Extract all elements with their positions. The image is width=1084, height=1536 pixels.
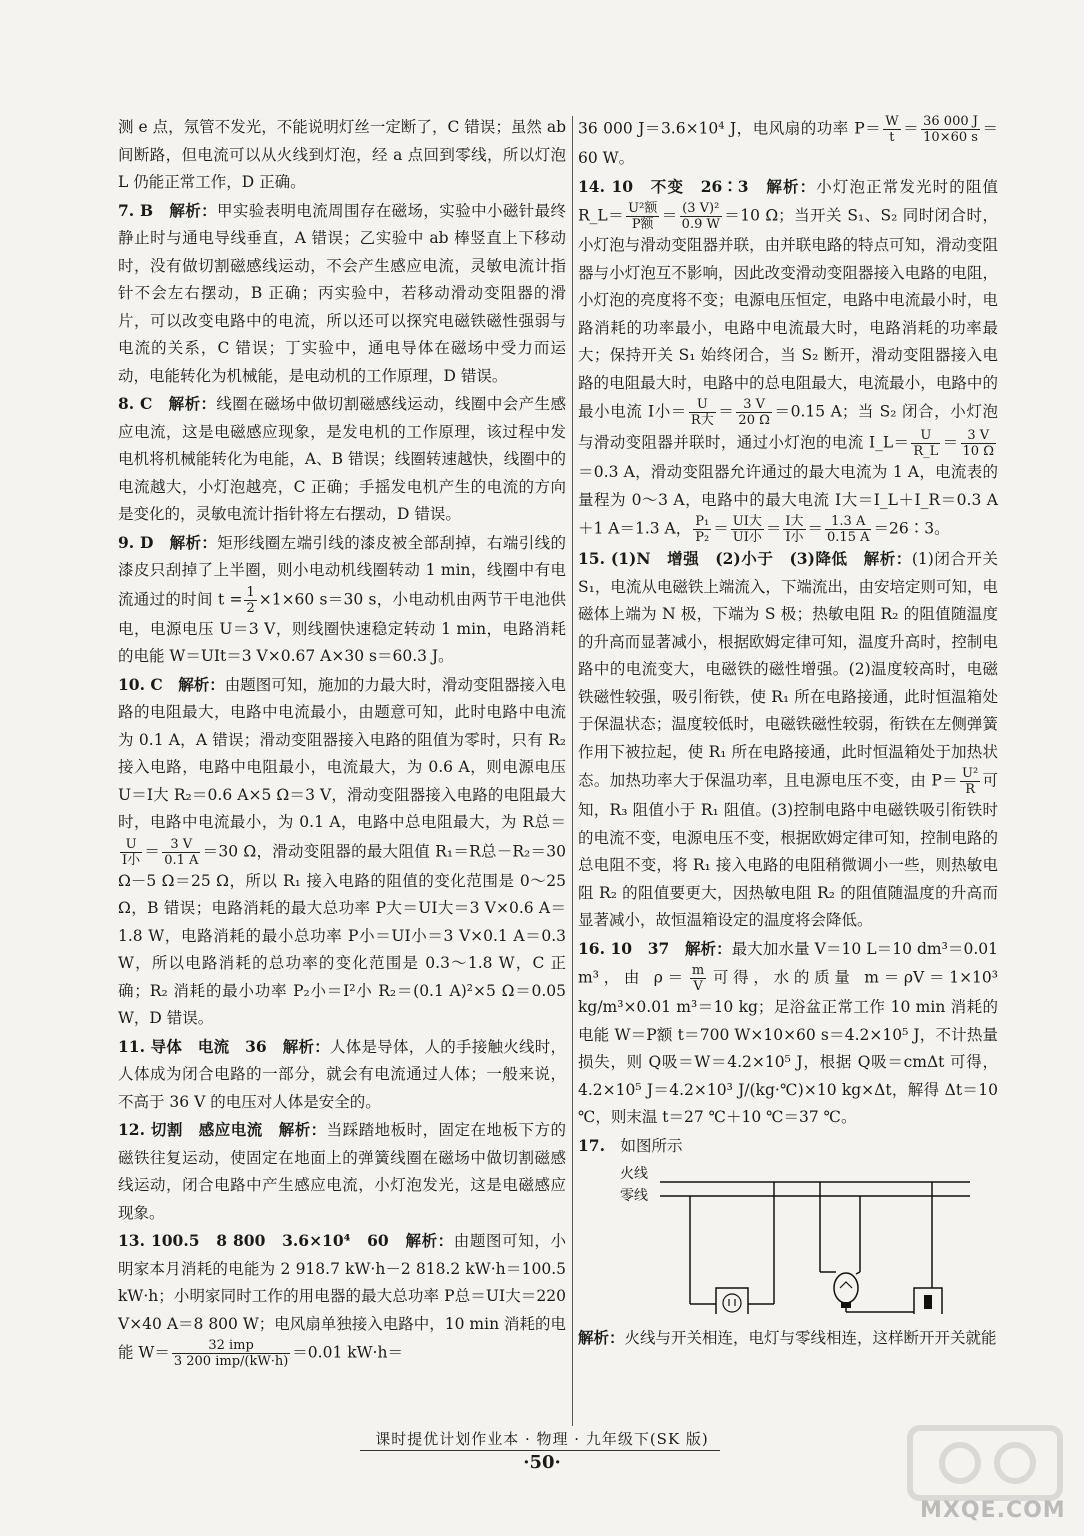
answer-13-continued: 36 000 J＝3.6×10⁴ J，电风扇的功率 P＝ $\frac{W}{t}$ ＝ $\frac{36 000 J}{10\times 60 s}$ ＝60 W。 [578,114,998,167]
answer-17: 17. 如图所示 [578,1135,683,1155]
answer-10: 10. C 解析：由题图可知，施加的力最大时，滑动变阻器接入电路的电阻最大，电路中电流最小，由题意可知，此时电路中电流为 0.1 A，A 错误；滑动变阻器接入电路的阻值为零时，只有 R₂ 接入电路，电路中电阻最小，电流最大，为 0.6 A，则电源电压 U＝I大 R₂＝0.6 A×5 Ω＝3 V，滑动变阻器接入电路的电阻最大时，电路中电流最小，为 0.1 A，电路中总电阻最大，为 R总＝ $\frac{U}{\text{I小}}$ ＝ $\frac{3 V}{0.1 A}$ ＝30 Ω，滑动变阻器的最大阻值 R₁＝R总－R₂＝30 Ω－5 Ω＝25 Ω，所以 R₁ 接入电路的阻值的变化范围是 0～25 Ω，B 错误；电路消耗的最大总功率 P大＝UI大＝3 V×0.6 A＝1.8 W，电路消耗的最小总功率 P小＝UI小＝3 V×0.1 A＝0.3 W，所以电路消耗的总功率的变化范围是 0.3～1.8 W，C 正确；R₂ 消耗的最小功率 P₂小＝I²小 R₂＝(0.1 A)²×5 Ω＝0.05 W，D 错误。 [118,674,566,1027]
footer-rule [360,1450,720,1451]
fraction: $\frac{\text{U²}}{R}$ [962,766,979,797]
watermark-text: MXQE.COM [920,1498,1066,1523]
live-wire-label: 火线 [620,1166,648,1182]
neutral-wire-label: 零线 [620,1188,648,1204]
answer-16: 16. 10 37 解析：最大加水量 V＝10 L＝10 dm³＝0.01 m³，由 ρ＝ $\frac{m}{V}$ 可得，水的质量 m＝ρV＝1×10³ kg/m³×0.01 m³＝10 kg；足浴盆正常工作 10 min 消耗的电能 W＝P额 t＝700 W×10×60 s＝4.2×10⁵ J，不计热量损失，则 Q吸＝W＝4.2×10⁵ J，根据 Q吸＝cmΔt 可得，4.2×10⁵ J＝4.2×10³ J/(kg·℃)×10 kg×Δt，解得 Δt＝10 ℃，则末温 t＝27 ℃＋10 ℃＝37 ℃。 [578,938,998,1126]
answer-8: 8. C 解析：线圈在磁场中做切割磁感线运动，线圈中会产生感应电流，这是电磁感应现象，是发电机的工作原理，该过程中发电机将机械能转化为电能，A、B 错误；线圈转速越快，线圈中的电流越大，小灯泡越亮，C 正确；手摇发电机产生的电流的方向是变化的，灵敏电流计指针将左右摆动，D 错误。 [118,394,566,523]
household-circuit-diagram [598,1164,978,1314]
socket-icon [690,1182,774,1314]
answer-17-explanation: 解析：火线与开关相连，电灯与零线相连，这样断开开关就能 [578,1327,997,1347]
fraction: $\frac{\text{U²额}}{\text{P额}}$ [628,201,658,232]
fraction: $\frac{\text{P₁}}{\text{P₂}}$ [695,514,710,545]
fraction: $\frac{\text{I大}}{\text{I小}}$ [785,514,804,545]
fraction: $\frac{36 000 J}{10\times 60 s}$ [923,114,978,145]
fraction: $\frac{1}{2}$ [246,584,255,616]
fraction: $\frac{\text{UI大}}{\text{UI小}}$ [732,514,762,545]
page-number: ·50· [523,1452,561,1473]
fraction: $\frac{U}{\text{R大}}$ [690,397,714,428]
fraction: $\frac{\text{(3 V)²}}{0.9 W}$ [681,201,720,232]
answer-11: 11. 导体 电流 36 解析：人体是导体，人的手接触火线时，人体成为闭合电路的一部分，就会有电流通过人体；一般来说，不高于 36 V 的电压对人体是安全的。 [118,1036,566,1111]
answer-9: 9. D 解析：矩形线圈左端引线的漆皮被全部刮掉，右端引线的漆皮只刮掉了上半圈，则小电动机线圈转动 1 min，线圈中有电流通过的时间 t = $\frac{1}{2}$ ×1×60 s＝30 s，小电动机由两节干电池供电，电源电压 U＝3 V，则线圈快速稳定转动 1 min，电路消耗的电能 W＝UIt＝3 V×0.67 A×30 s＝60.3 J。 [118,532,566,665]
answer-15: 15. (1)N 增强 (2)小于 (3)降低 解析：(1)闭合开关 S₁，电流从电磁铁上端流入，下端流出，由安培定则可知，电磁体上端为 N 极，下端为 S 极；热敏电阻 R₂ 的阻值随温度的升高而显著减小，根据欧姆定律可知，温度升高时，控制电路中的电流变大，电磁铁的磁性增强。(2)温度较高时，电磁铁磁性较强，吸引衔铁，使 R₁ 所在电路接通，此时恒温箱处于保温状态；温度较低时，电磁铁磁性较弱，衔铁在左侧弹簧作用下被拉起，使 R₁ 所在电路接通，此时恒温箱处于加热状态。加热功率大于保温功率，且电源电压不变，由 P＝ $\frac{\text{U²}}{R}$ 可知，R₃ 阻值小于 R₁ 阻值。(3)控制电路中电磁铁吸引衔铁时的电流不变，电源电压不变，根据欧姆定律可知，控制电路的总电阻不变，将 R₁ 接入电路的电阻稍微调小一些，则热敏电阻 R₂ 的阻值要更大，因热敏电阻 R₂ 的阻值随温度的升高而显著减小，故恒温箱设定的温度将会降低。 [578,549,998,929]
column-divider [572,116,573,1426]
fraction: $\frac{U}{R\_L}$ [913,428,939,459]
fraction: $\frac{m}{V}$ [691,963,705,994]
left-column [118,114,566,1369]
light-bulb-icon [820,1182,898,1312]
fraction: $\frac{1.3 A}{0.15 A}$ [827,514,870,545]
fraction: $\frac{W}{t}$ [885,114,899,145]
fraction: $\frac{3 V}{20 \Omega}$ [738,397,770,428]
fraction: $\frac{U}{\text{I小}}$ [122,836,141,868]
fraction: $\frac{3 V}{0.1 A}$ [164,836,199,868]
answer-14: 14. 10 不变 26∶3 解析：小灯泡正常发光时的阻值 R_L＝ $\frac{\text{U²额}}{\text{P额}}$ ＝ $\frac{\text{(3 V)²}}{0.9 W}$ ＝10 Ω；当开关 S₁、S₂ 同时闭合时，小灯泡与滑动变阻器并联，由并联电路的特点可知，滑动变阻器与小灯泡互不影响，因此改变滑动变阻器接入电路的电阻，小灯泡的亮度将不变；电源电压恒定，电路中电流最小时，电路消耗的功率最小，电路中电流最大时，电路消耗的功率最大；保持开关 S₁ 始终闭合，当 S₂ 断开，滑动变阻器接入电路的电阻最大时，电路中的总电阻最大，电流最小，电路中的最小电流 I小＝ $\frac{U}{\text{R大}}$ ＝ $\frac{3 V}{20 \Omega}$ ＝0.15 A；当 S₂ 闭合，小灯泡与滑动变阻器并联时，通过小灯泡的电流 I_L＝ $\frac{U}{R\_L}$ ＝ $\frac{3 V}{10 \Omega}$ ＝0.3 A，滑动变阻器允许通过的最大电流为 1 A，电流表的量程为 0～3 A，电路中的最大电流 I大＝I_L＋I_R＝0.3 A＋1 A＝1.3 A， $\frac{\text{P₁}}{\text{P₂}}$ ＝ $\frac{\text{UI大}}{\text{UI小}}$ ＝ $\frac{\text{I大}}{\text{I小}}$ ＝ $\frac{1.3 A}{0.15 A}$ ＝26∶3。 [578,176,998,545]
right-column [578,114,998,1352]
answer-7: 7. B 解析：甲实验表明电流周围存在磁场，实验中小磁针最终静止时与通电导线垂直，A 错误；乙实验中 ab 棒竖直上下移动时，没有做切割磁感线运动，不会产生感应电流，灵敏电流计指针不会左右摆动，B 正确；丙实验中，若移动滑动变阻器的滑片，可以改变电路中的电流，所以还可以探究电磁铁磁性强弱与电流的关系，C 错误；丁实验中，通电导体在磁场中受力而运动，电能转化为机械能，是电动机的工作原理，D 错误。 [118,200,566,385]
carryover-paragraph: 测 e 点，氖管不发光，不能说明灯丝一定断了，C 错误；虽然 ab 间断路，但电流可以从火线到灯泡，经 a 点回到零线，所以灯泡 L 仍能正常工作，D 正确。 [118,118,566,191]
footer-book-title: 课时提优计划作业本 · 物理 · 九年级下(SK 版) [375,1430,709,1448]
switch-icon [898,1182,942,1314]
answer-12: 12. 切割 感应电流 解析：当踩踏地板时，固定在地板下方的磁铁往复运动，使固定在地面上的弹簧线圈在磁场中做切割磁感线运动，闭合电路中产生感应电流，小灯泡发光，这是电磁感应现象。 [118,1120,566,1222]
fraction: $\frac{\text{32 imp}}{\text{3 200 imp/(kW·h)}}$ [173,1338,289,1369]
fraction: $\frac{3 V}{10 \Omega}$ [962,428,994,459]
answer-13: 13. 100.5 8 800 3.6×10⁴ 60 解析：由题图可知，小明家本月消耗的电能为 2 918.7 kW·h－2 818.2 kW·h＝100.5 kW·h；小明家同时工作的用电器的最大总功率 P总＝UI大＝220 V×40 A＝8 800 W；电风扇单独接入电路中，10 min 消耗的电能 W＝ $\frac{\text{32 imp}}{\text{3 200 imp/(kW·h)}}$ ＝0.01 kW·h＝ [118,1231,566,1369]
